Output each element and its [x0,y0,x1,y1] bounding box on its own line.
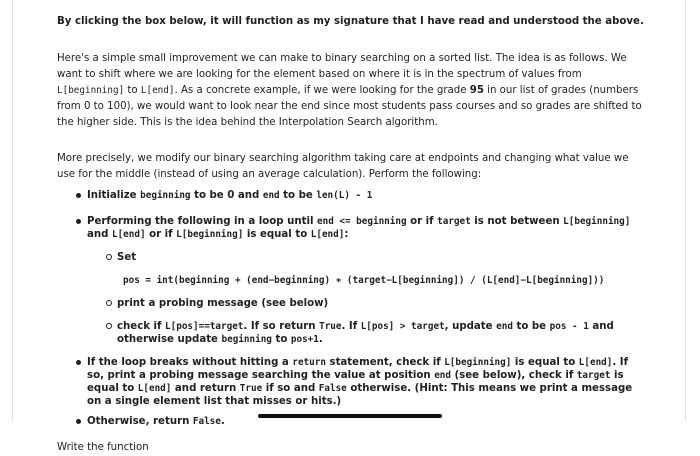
init-code-beginning: beginning [140,190,191,201]
loop-code-5: L[beginning] [176,229,244,240]
assignment-page [12,0,686,453]
breaks-code-8: False [318,383,347,394]
check-text-4: , update [444,321,497,332]
breaks-text-2: statement, check if [325,357,445,368]
loop-text-7: : [344,229,349,240]
check-code-7: pos+1 [290,334,319,345]
breaks-text-8: if so and [262,383,319,394]
breaks-code-5: target [576,370,611,381]
intro-text-1: Here's a simple small improvement we can make to binary searching on a sorted list. The idea is as follows. We want to shift where we are looking for the element based on where it is in the spectrum of values from [57,53,627,80]
check-text-8: . [318,334,323,345]
loop-text-6: is equal to [243,229,311,240]
breaks-code-1: return [292,357,326,368]
precise-paragraph: More precisely, we modify our binary searching algorithm taking care at endpoints and changing what value we use for the middle (instead of using an average calculation). Perform the following: [57,153,629,180]
assignment-content [57,14,645,456]
loop-code-2: target [437,216,471,227]
loop-text-4: and [87,229,112,240]
breaks-code-4: end [434,370,451,381]
check-text-6: and otherwise update [117,321,614,345]
pos-formula: pos = int(beginning + (end−beginning) ∗ (target−L[beginning]) / (L[end]−L[beginning])) [123,275,605,286]
check-code-1: L[pos]==target [165,321,244,332]
write-function-text: Write the function [57,442,149,453]
horizontal-scrollbar[interactable] [258,414,442,418]
check-text-1: check if [117,321,166,332]
breaks-text-9: otherwise. ( [346,383,420,394]
breaks-text-3: is equal to [511,357,579,368]
check-code-6: beginning [221,334,272,345]
breaks-text-1: If the loop breaks without hitting a [87,357,293,368]
loop-text-3: is not between [470,216,564,227]
check-code-4: end [496,321,513,332]
breaks-code-3: L[end] [578,357,613,368]
steps-list [57,189,645,428]
otherwise-code-false: False [192,416,221,427]
step-loop [87,215,645,346]
otherwise-text-2: . [220,416,225,427]
breaks-code-6: L[end] [137,383,172,394]
check-text-2: . If so return [243,321,320,332]
check-code-2: True [319,321,342,332]
step-initialize [87,189,645,202]
substep-set [117,251,645,287]
substep-check [117,320,645,346]
otherwise-text-1: Otherwise, return [87,416,193,427]
intro-text-4: in our list of grades (numbers from 0 to 100), we would want to look near the end since most students pass courses and so grades are shifted to the higher side. This is the idea behind the Interpolation Search algorithm. [57,85,642,128]
intro-grade: 95 [469,85,484,96]
breaks-text-7: and return [171,383,240,394]
breaks-text-5: (see below), check if [450,370,577,381]
intro-text-3: . As a concrete example, if we were looking for the grade [174,85,470,96]
intro-code-end: L[end] [140,85,175,96]
check-text-3: . If [341,321,361,332]
substep-probe: print a probing message (see below) [117,297,645,310]
init-code-len: len(L) - 1 [316,190,373,201]
intro-text-2: to [124,85,141,96]
breaks-text-10: This means we print a message on a single element list that misses or hits.) [87,383,633,407]
loop-code-6: L[end] [310,229,345,240]
loop-text-2: or if [406,216,438,227]
breaks-code-2: L[beginning] [444,357,512,368]
loop-substeps [87,251,645,346]
breaks-hint-label: Hint: [419,383,448,394]
intro-code-beginning: L[beginning] [57,85,125,96]
breaks-text-6: is equal to [87,370,624,394]
loop-code-3: L[beginning] [563,216,631,227]
init-text-3: to be [279,190,317,201]
init-text-1: Initialize [87,190,141,201]
check-text-5: to be [512,321,550,332]
loop-text-5: or if [145,229,177,240]
init-code-end: end [262,190,280,201]
loop-text-1: Performing the following in a loop until [87,216,317,227]
loop-description [87,216,630,240]
init-text-2: to be 0 and [190,190,263,201]
intro-paragraph [57,51,645,131]
check-code-3: L[pos] > target [360,321,445,332]
breaks-code-7: True [239,383,263,394]
loop-code-1: end <= beginning [317,216,407,227]
check-code-5: pos - 1 [549,321,589,332]
step-loop-breaks [87,356,645,408]
loop-code-4: L[end] [111,229,146,240]
signature-statement: By clicking the box below, it will function as my signature that I have read and understood the above. [57,16,644,27]
breaks-text-4: . If so, print a probing message searching the value at position [87,357,629,381]
set-label: Set [117,252,137,263]
check-text-7: to [271,334,291,345]
